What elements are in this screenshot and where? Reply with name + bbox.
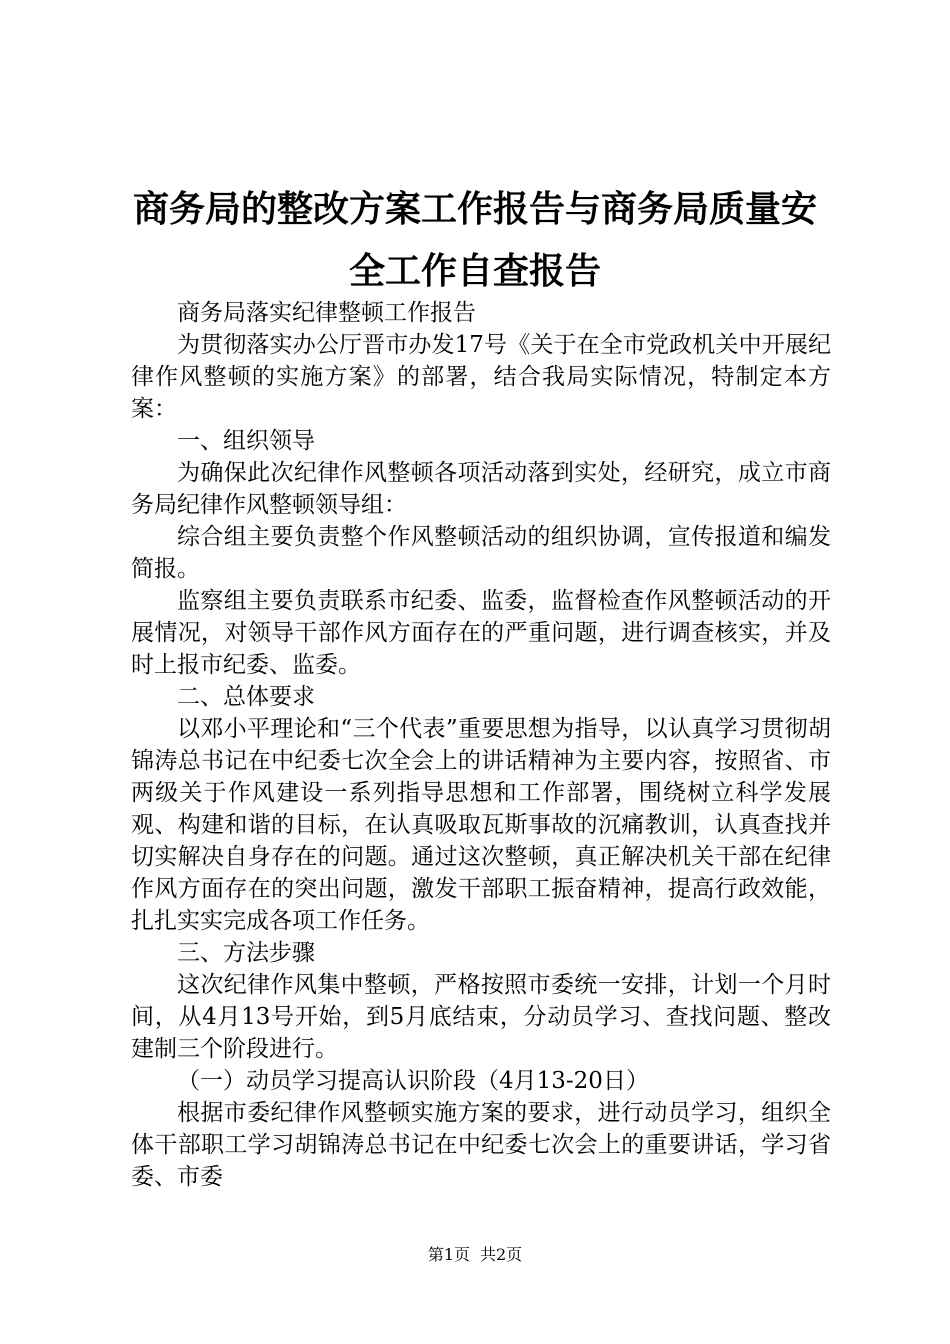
paragraph: 以邓小平理论和“三个代表”重要思想为指导，以认真学习贯彻胡锦涛总书记在中纪委七次全会上的讲话精神为主要内容，按照省、市两级关于作风建设一系列指导思想和工作部署，围绕树立科学发展观、构建和谐的目标，在认真吸取瓦斯事故的沉痛教训，认真查找并切实解决自身存在的问题。通过这次整顿，真正解决机关干部在纪律作风方面存在的突出问题，激发干部职工振奋精神，提高行政效能，扎扎实实完成各项工作任务。 xyxy=(131,716,831,934)
document-title: 商务局的整改方案工作报告与商务局质量安全工作自查报告 xyxy=(132,188,817,292)
page-footer xyxy=(0,1244,950,1266)
section-heading-organization: 一、组织领导 xyxy=(177,428,315,454)
page-number: 第1页 xyxy=(427,1245,470,1264)
paragraph-intro: 为贯彻落实办公厅晋市办发17号《关于在全市党政机关中开展纪律作风整顿的实施方案》的部署，结合我局实际情况，特制定本方案： xyxy=(131,332,831,422)
page-total: 共2页 xyxy=(480,1245,523,1264)
subsection-heading-stage-one: （一）动员学习提高认识阶段（4月13-20日） xyxy=(177,1068,649,1094)
paragraph: 根据市委纪律作风整顿实施方案的要求，进行动员学习，组织全体干部职工学习胡锦涛总书记在中纪委七次会上的重要讲话，学习省委、市委 xyxy=(131,1100,831,1190)
paragraph: 监察组主要负责联系市纪委、监委，监督检查作风整顿活动的开展情况，对领导干部作风方面存在的严重问题，进行调查核实，并及时上报市纪委、监委。 xyxy=(131,588,831,678)
paragraph-subtitle: 商务局落实纪律整顿工作报告 xyxy=(177,300,476,326)
paragraph: 为确保此次纪律作风整顿各项活动落到实处，经研究，成立市商务局纪律作风整顿领导组： xyxy=(131,460,831,518)
paragraph: 这次纪律作风集中整顿，严格按照市委统一安排，计划一个月时间，从4月13号开始，到5月底结束，分动员学习、查找问题、整改建制三个阶段进行。 xyxy=(131,972,831,1062)
document-body xyxy=(131,297,831,1193)
section-heading-requirements: 二、总体要求 xyxy=(177,684,315,710)
section-heading-steps: 三、方法步骤 xyxy=(177,940,315,966)
paragraph: 综合组主要负责整个作风整顿活动的组织协调，宣传报道和编发简报。 xyxy=(131,524,831,582)
